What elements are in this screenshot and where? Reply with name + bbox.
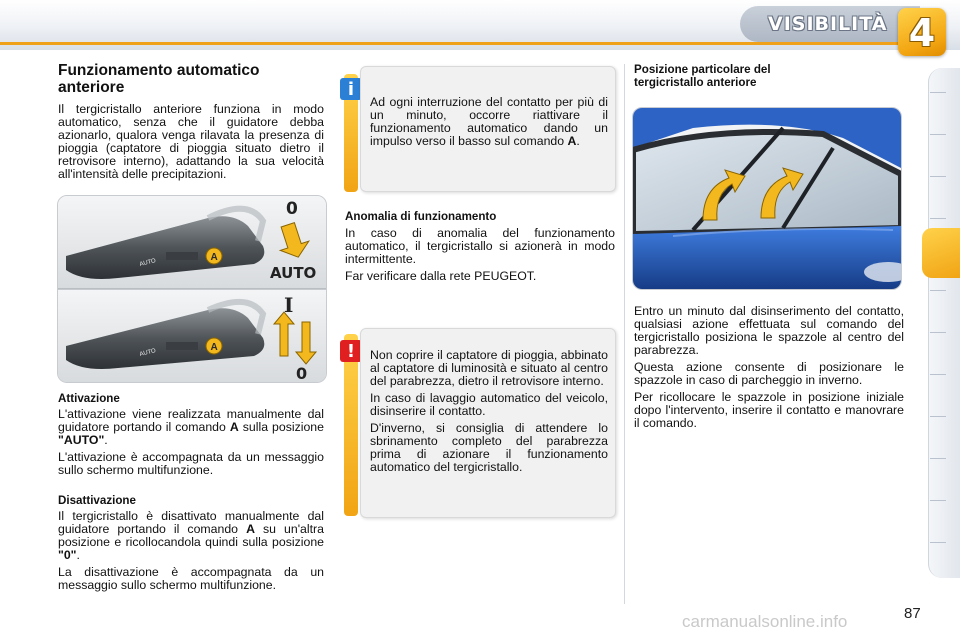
disattivazione-paragraph: La disattivazione è accompagnata da un messaggio sullo schermo multifunzione. bbox=[58, 565, 324, 592]
watermark: carmanualsonline.info bbox=[682, 612, 848, 631]
anomalia-paragraph: Far verificare dalla rete PEUGEOT. bbox=[345, 269, 537, 283]
chapter-tab-divider bbox=[930, 332, 946, 333]
chapter-tab-divider bbox=[930, 176, 946, 177]
section-heading-line: anteriore bbox=[58, 79, 125, 96]
attivazione-paragraph: L'attivazione viene realizzata manualmente dal guidatore portando il comando A sulla posizione "AUTO". bbox=[58, 407, 324, 447]
attivazione-paragraph: L'attivazione è accompagnata da un messaggio sullo schermo multifunzione. bbox=[58, 450, 324, 477]
chapter-tab-active bbox=[922, 228, 960, 278]
disattivazione-text bbox=[58, 510, 324, 596]
chapter-tab-divider bbox=[930, 290, 946, 291]
intro-paragraph: Il tergicristallo anteriore funziona in modo automatico, senza che il guidatore debba azionarlo, qualora venga rilavata la presenza di pioggia (captatore di pioggia situato dietro il retrovisore interno), adattando la sua velocità all'intensità delle precipitazioni. bbox=[58, 102, 324, 181]
chapter-tabs-strip bbox=[928, 68, 960, 578]
warning-paragraph: In caso di lavaggio automatico del veicolo, disinserire il contatto. bbox=[370, 391, 608, 418]
windscreen-figure bbox=[632, 107, 902, 290]
chapter-number: 4 bbox=[908, 11, 936, 55]
anomalia-paragraph: In caso di anomalia del funzionamento automatico, il tergicristallo si azionerà in modo intermittente. bbox=[345, 226, 615, 266]
stalk-auto-marking: AUTO bbox=[139, 348, 157, 358]
stalk-auto-marking: AUTO bbox=[139, 258, 157, 268]
column-divider bbox=[624, 64, 625, 604]
control-letter: A bbox=[210, 342, 218, 353]
right-paragraph: Questa azione consente di posizionare le spazzole in caso di parcheggio in inverno. bbox=[634, 360, 904, 387]
chapter-tab-divider bbox=[930, 542, 946, 543]
right-paragraph: Entro un minuto dal disinserimento del contatto, qualsiasi azione effettuata sul comando del tergicristallo posiziona le spazzole al centro del parabrezza. bbox=[634, 304, 904, 357]
position-auto-label: AUTO bbox=[270, 264, 317, 282]
info-box-text: Ad ogni interruzione del contatto per più di un minuto, occorre riattivare il funzionamento automatico dando un impulso verso il basso sul comando A. bbox=[370, 95, 608, 148]
wiper-stalk-illustration bbox=[58, 196, 326, 382]
attivazione-heading: Attivazione bbox=[58, 392, 120, 405]
position-i-label: I bbox=[284, 293, 294, 317]
right-paragraph: Per ricollocare le spazzole in posizione iniziale dopo l'intervento, inserire il contatto e manovrare il comando. bbox=[634, 390, 904, 430]
right-section-heading-line: Posizione particolare del bbox=[634, 63, 771, 76]
attivazione-text bbox=[58, 408, 324, 481]
right-section-heading bbox=[634, 63, 904, 89]
anomalia-heading: Anomalia di funzionamento bbox=[345, 210, 497, 223]
disattivazione-heading: Disattivazione bbox=[58, 494, 136, 507]
warning-paragraph: Non coprire il captatore di pioggia, abbinato al captatore di luminosità e situato al centro del parabrezza, dietro il retrovisore interno. bbox=[370, 348, 608, 388]
chapter-tab-divider bbox=[930, 458, 946, 459]
chapter-tab-divider bbox=[930, 92, 946, 93]
chapter-tab-divider bbox=[930, 134, 946, 135]
warning-icon: ! bbox=[340, 340, 362, 362]
page-number: 87 bbox=[904, 605, 921, 622]
chapter-tab-divider bbox=[930, 218, 946, 219]
position-0-label: 0 bbox=[296, 364, 308, 382]
right-text bbox=[634, 305, 904, 434]
page-title: VISIBILITÀ bbox=[768, 13, 888, 35]
anomalia-text bbox=[345, 227, 615, 287]
chapter-tab-divider bbox=[930, 374, 946, 375]
position-0-label: 0 bbox=[286, 199, 298, 219]
right-section-heading-line: tergicristallo anteriore bbox=[634, 76, 757, 89]
windscreen-illustration bbox=[633, 108, 901, 289]
chapter-tab-divider bbox=[930, 416, 946, 417]
section-heading bbox=[58, 62, 318, 96]
disattivazione-paragraph: Il tergicristallo è disattivato manualmente dal guidatore portando il comando A su un'altra posizione e ricollocandola quindi sulla posizione "0". bbox=[58, 509, 324, 562]
chapter-tab-divider bbox=[930, 500, 946, 501]
header-accent-line bbox=[0, 42, 900, 45]
wiper-stalk-figure bbox=[57, 195, 327, 383]
section-heading-line: Funzionamento automatico bbox=[58, 62, 260, 79]
warning-paragraph: D'inverno, si consiglia di attendere lo sbrinamento completo del parabrezza prima di azionare il funzionamento automatico del tergicristallo. bbox=[370, 421, 608, 474]
control-letter: A bbox=[210, 252, 218, 263]
warning-box-text bbox=[370, 349, 608, 478]
info-icon: i bbox=[340, 78, 362, 100]
